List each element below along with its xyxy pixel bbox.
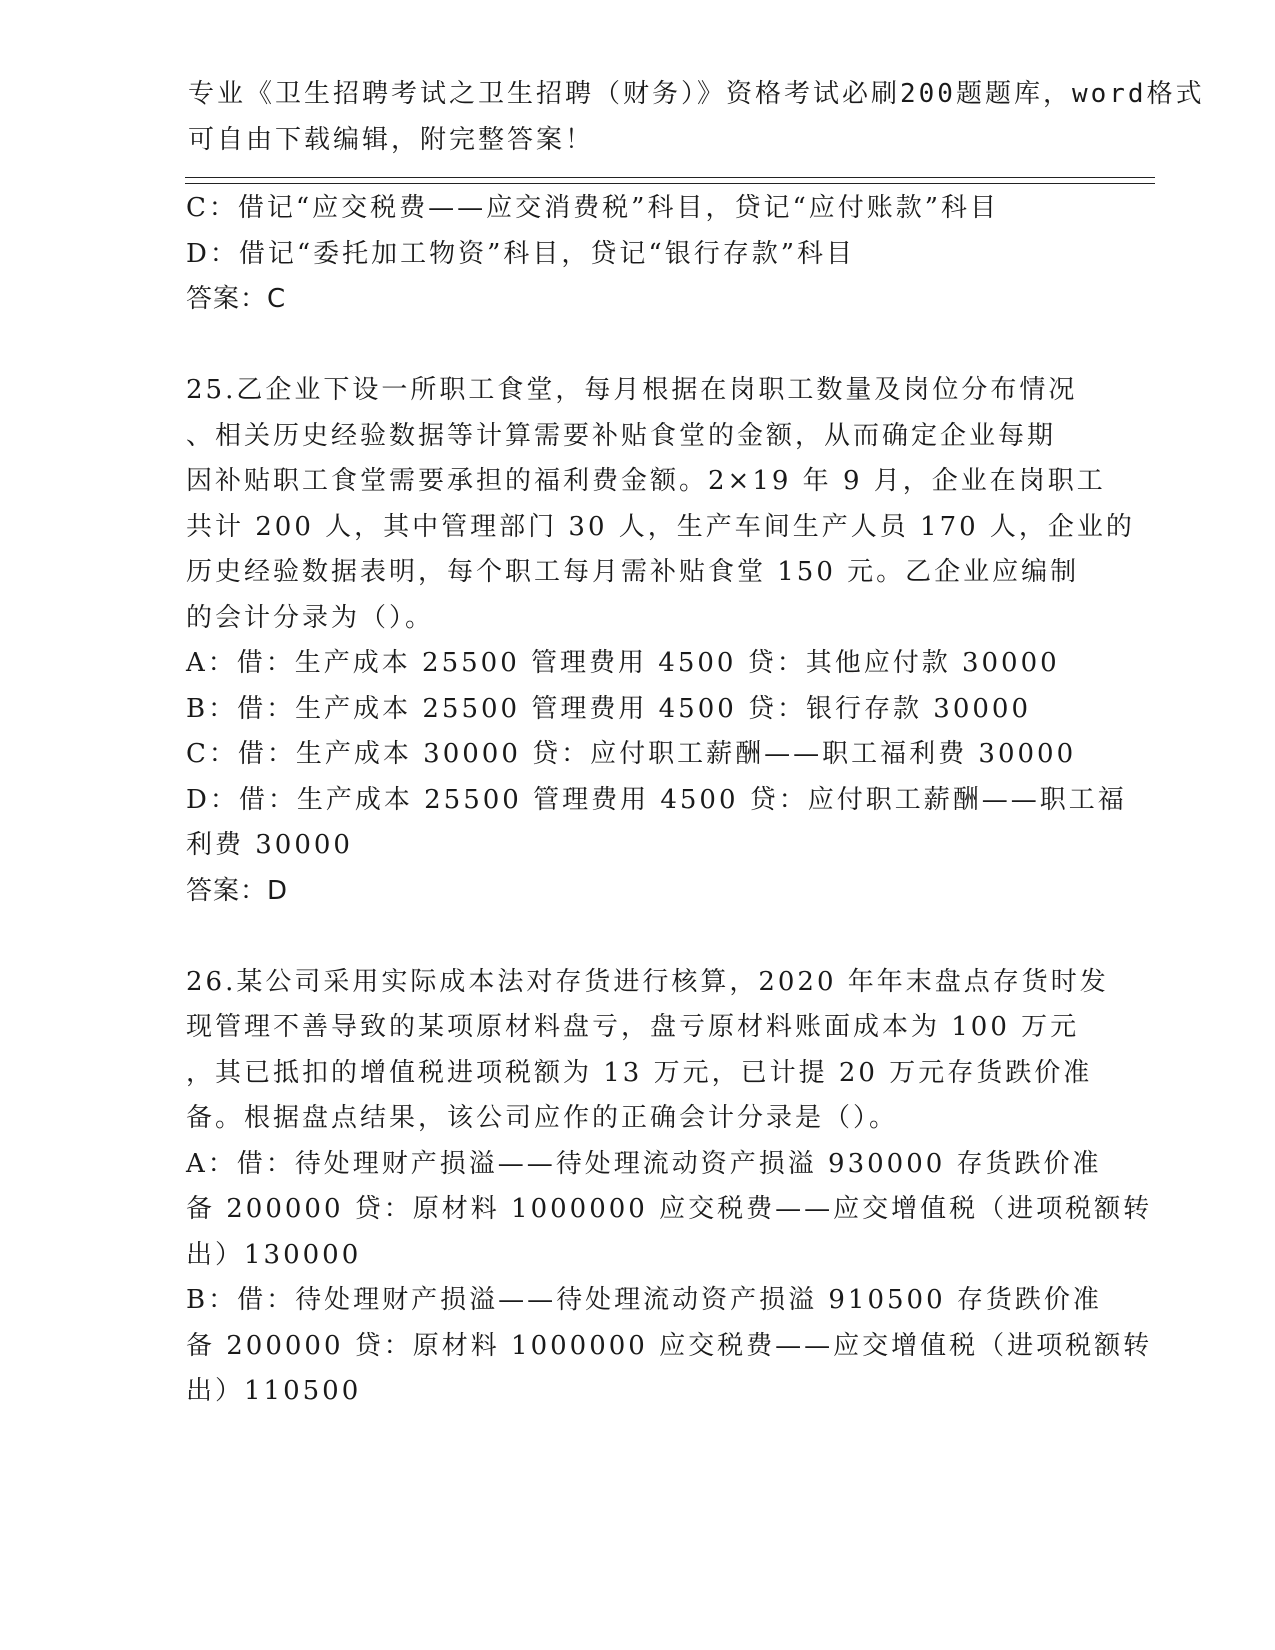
option-a: A：借：生产成本 25500 管理费用 4500 贷：其他应付款 30000	[186, 648, 1060, 678]
document-header	[188, 72, 1205, 163]
question-stem-line: 、相关历史经验数据等计算需要补贴食堂的金额，从而确定企业每期	[186, 420, 1057, 451]
question-stem-line: 26.某公司采用实际成本法对存货进行核算，2020 年年末盘点存货时发	[186, 966, 1109, 997]
option-a-continued: 出）130000	[186, 1239, 362, 1270]
option-d-continued: 利费 30000	[186, 830, 353, 860]
option-a-continued: 备 200000 贷：原材料 1000000 应交税费——应交增值税（进项税额转	[186, 1194, 1153, 1224]
option-d: D：借：生产成本 25500 管理费用 4500 贷：应付职工薪酬——职工福	[186, 784, 1127, 815]
option-c: C：借：生产成本 30000 贷：应付职工薪酬——职工福利费 30000	[186, 739, 1077, 769]
option-b-continued: 出）110500	[186, 1376, 362, 1406]
option-d: D：借记“委托加工物资”科目，贷记“银行存款”科目	[186, 238, 856, 269]
question-26	[186, 960, 1153, 1415]
header-divider	[185, 177, 1155, 178]
option-b-continued: 备 200000 贷：原材料 1000000 应交税费——应交增值税（进项税额转	[186, 1330, 1153, 1361]
answer-line: 答案：C	[186, 284, 287, 314]
option-c: C：借记“应交税费——应交消费税”科目，贷记“应付账款”科目	[186, 193, 1000, 223]
option-b: B：借：待处理财产损溢——待处理流动资产损溢 910500 存货跌价准	[186, 1285, 1102, 1315]
question-stem-line: 的会计分录为（）。	[186, 602, 435, 633]
question-stem-line: 现管理不善导致的某项原材料盘亏，盘亏原材料账面成本为 100 万元	[186, 1012, 1080, 1042]
header-line: 可自由下载编辑，附完整答案！	[188, 124, 595, 155]
header-line: 专业《卫生招聘考试之卫生招聘（财务）》资格考试必刷200题题库，word格式	[188, 79, 1205, 109]
question-stem-line: 共计 200 人，其中管理部门 30 人，生产车间生产人员 170 人，企业的	[186, 511, 1135, 542]
header-divider	[185, 183, 1155, 184]
question-25	[186, 368, 1135, 914]
option-a: A：借：待处理财产损溢——待处理流动资产损溢 930000 存货跌价准	[186, 1148, 1102, 1179]
option-b: B：借：生产成本 25500 管理费用 4500 贷：银行存款 30000	[186, 693, 1032, 724]
question-stem-line: 备。根据盘点结果，该公司应作的正确会计分录是（）。	[186, 1103, 899, 1133]
question-stem-line: ，其已抵扣的增值税进项税额为 13 万元，已计提 20 万元存货跌价准	[186, 1057, 1093, 1088]
question-stem-line: 因补贴职工食堂需要承担的福利费金额。2×19 年 9 月，企业在岗职工	[186, 466, 1106, 496]
question-list	[186, 186, 1153, 1415]
answer-line: 答案：D	[186, 875, 289, 906]
question-stem-line: 25.乙企业下设一所职工食堂，每月根据在岗职工数量及岗位分布情况	[186, 375, 1078, 405]
question-24	[186, 186, 1086, 323]
question-stem-line: 历史经验数据表明，每个职工每月需补贴食堂 150 元。乙企业应编制	[186, 557, 1080, 587]
